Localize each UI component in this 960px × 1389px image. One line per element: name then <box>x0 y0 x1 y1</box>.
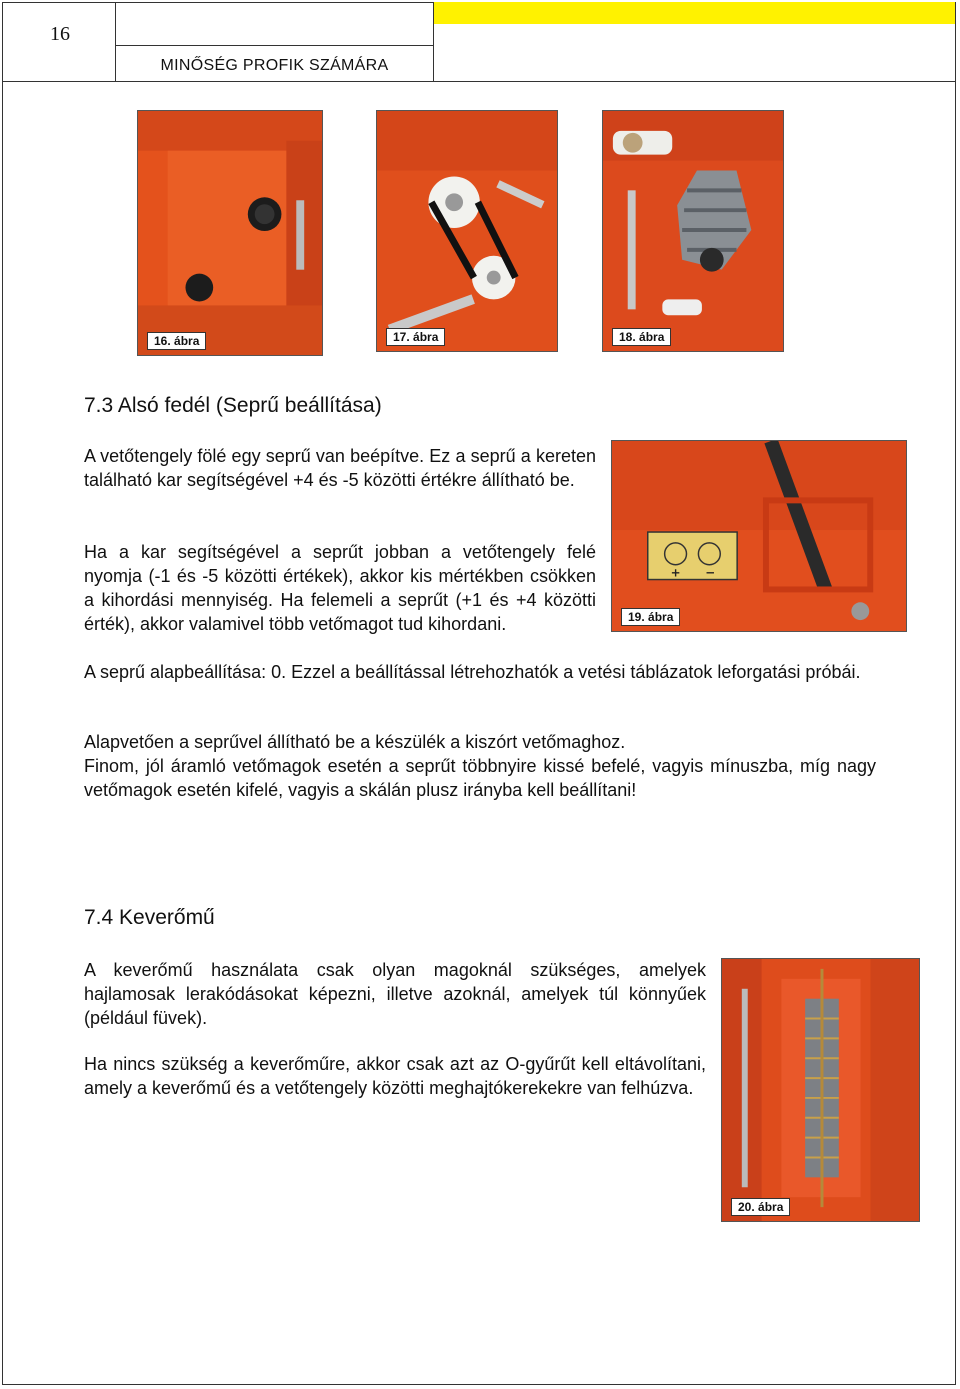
figure-17-caption: 17. ábra <box>386 328 445 346</box>
figure-18-caption: 18. ábra <box>612 328 671 346</box>
section-7-4-heading: 7.4 Keverőmű <box>84 906 215 929</box>
figure-18-photo <box>602 110 784 352</box>
figure-20-photo <box>721 958 920 1222</box>
section-7-3-paragraph-3: A seprű alapbeállítása: 0. Ezzel a beállítással létrehozhatók a vetési táblázatok leforgatási próbái. <box>84 662 861 682</box>
figure-17-photo <box>376 110 558 352</box>
figure-20-caption: 20. ábra <box>731 1198 790 1216</box>
svg-text:+: + <box>670 565 681 580</box>
svg-text:−: − <box>705 565 716 580</box>
page-number: 16 <box>50 23 70 45</box>
header-right-box <box>433 2 956 82</box>
section-7-3-paragraph-2: Ha a kar segítségével a seprűt jobban a vetőtengely felé nyomja (-1 és -5 közötti értékek), akkor kis mértékben csökken a kihordási mennyiség. Ha felemeli a seprűt (+1 és +4 közötti érték), akkor valamivel több vetőmagot tud kihordani. <box>84 542 596 634</box>
section-7-3-paragraph-1: A vetőtengely fölé egy seprű van beépítve. Ez a seprű a kereten található kar segítségével +4 és -5 közötti értékre állítható be. <box>84 446 596 490</box>
section-7-4-paragraph-2: Ha nincs szükség a keverőműre, akkor csak azt az O-gyűrűt kell eltávolítani, amely a keverőmű és a vetőtengely közötti meghajtókerekekre van felhúzva. <box>84 1054 706 1098</box>
figure-16-photo <box>137 110 323 356</box>
header-title-box <box>115 2 434 82</box>
section-7-4-paragraph-1: A keverőmű használata csak olyan magoknál szükséges, amelyek hajlamosak lerakódásokat képezni, illetve azoknál, amelyek túl könnyűek (például füvek). <box>84 960 706 1028</box>
header-divider <box>116 45 433 46</box>
section-7-3-paragraph-5: Finom, jól áramló vetőmagok esetén a seprűt többnyire kissé befelé, vagyis mínuszba, míg nagy vetőmagok esetén kifelé, vagyis a skálán plusz irányba kell beállítani! <box>84 756 876 800</box>
header-title: MINŐSÉG PROFIK SZÁMÁRA <box>160 57 389 74</box>
figure-19-caption: 19. ábra <box>621 608 680 626</box>
header-page-number-box <box>2 2 116 82</box>
section-7-3-heading: 7.3 Alsó fedél (Seprű beállítása) <box>84 394 382 417</box>
figure-19-photo <box>611 440 907 632</box>
figure-16-caption: 16. ábra <box>147 332 206 350</box>
section-7-3-paragraph-4: Alapvetően a seprűvel állítható be a készülék a kiszórt vetőmaghoz. <box>84 732 626 752</box>
